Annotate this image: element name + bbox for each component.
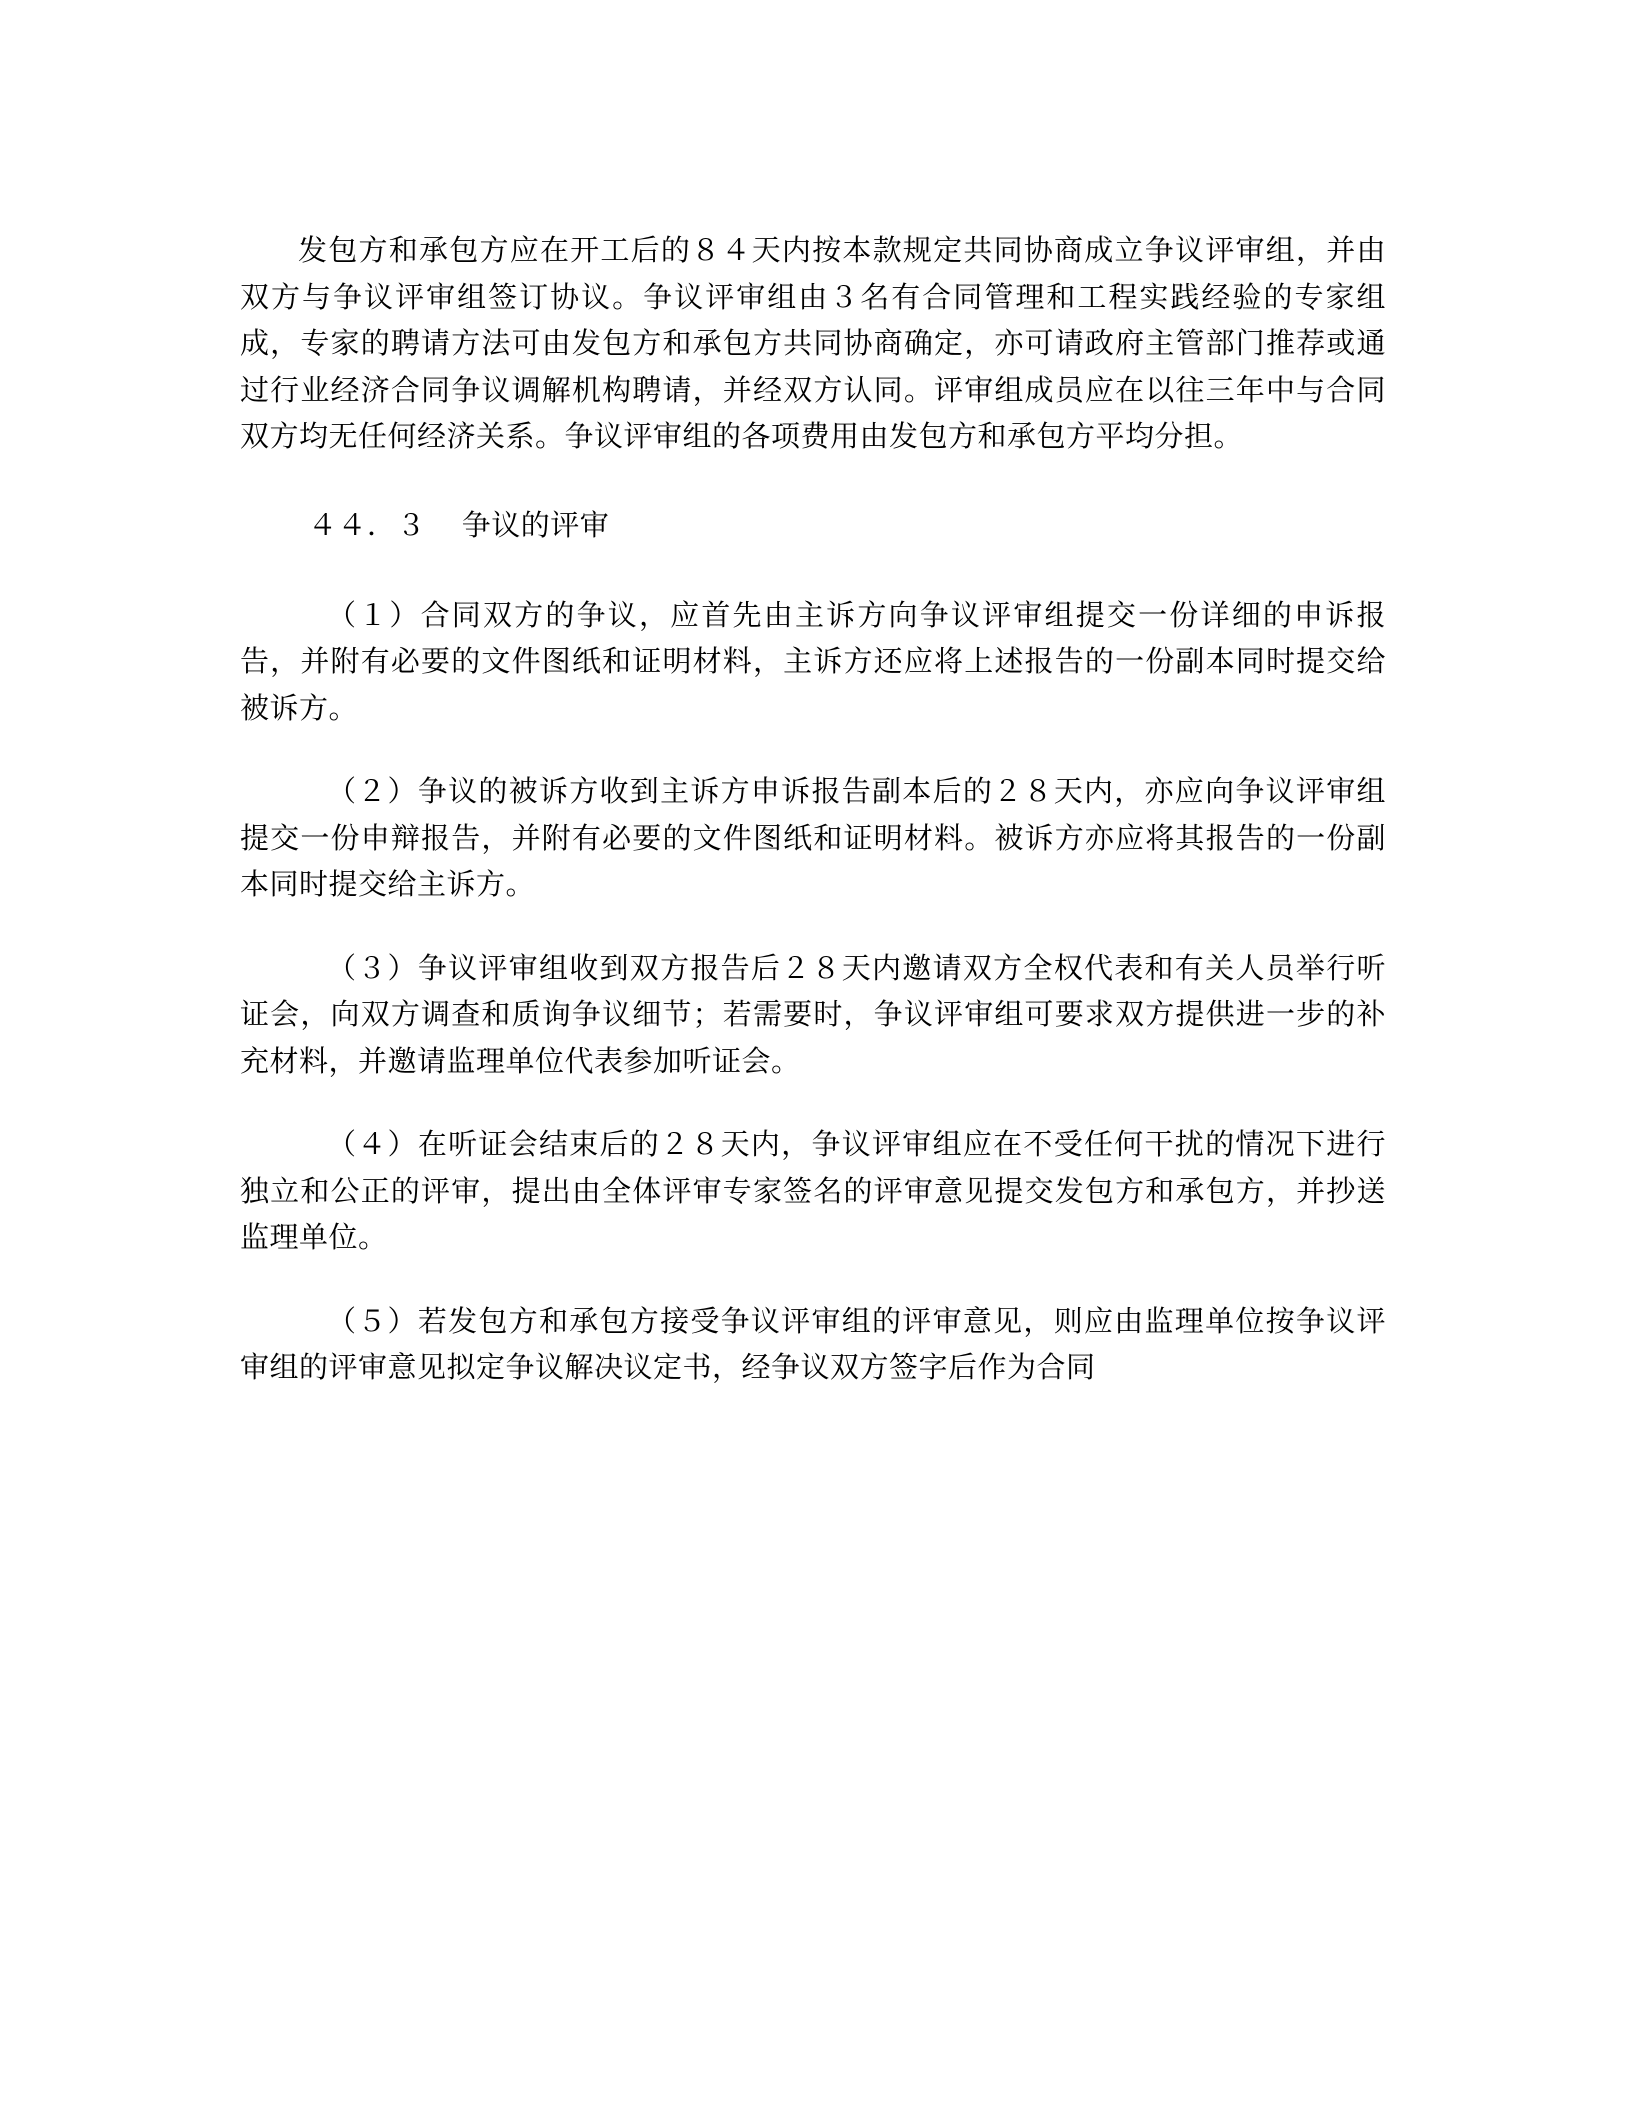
intro-paragraph: 发包方和承包方应在开工后的８４天内按本款规定共同协商成立争议评审组，并由双方与争议评审组签订协议。争议评审组由３名有合同管理和工程实践经验的专家组成，专家的聘请方法可由发包方和承包方共同协商确定，亦可请政府主管部门推荐或通过行业经济合同争议调解机构聘请，并经双方认同。评审组成员应在以往三年中与合同双方均无任何经济关系。争议评审组的各项费用由发包方和承包方平均分担。 <box>240 233 1386 453</box>
section-number: ４４．３ <box>308 507 427 542</box>
clause-item-1: （１）合同双方的争议，应首先由主诉方向争议评审组提交一份详细的申诉报告，并附有必要的文件图纸和证明材料，主诉方还应将上述报告的一份副本同时提交给被诉方。 <box>240 597 1386 725</box>
section-heading <box>240 502 1386 548</box>
document-page <box>240 227 1386 1391</box>
clause-item-5: （５）若发包方和承包方接受争议评审组的评审意见，则应由监理单位按争议评审组的评审意见拟定争议解决议定书，经争议双方签字后作为合同 <box>240 1303 1386 1384</box>
clause-item-4: （４）在听证会结束后的２８天内，争议评审组应在不受任何干扰的情况下进行独立和公正的评审，提出由全体评审专家签名的评审意见提交发包方和承包方，并抄送监理单位。 <box>240 1127 1386 1254</box>
section-title: 争议的评审 <box>461 507 610 542</box>
clause-item-3: （３）争议评审组收到双方报告后２８天内邀请双方全权代表和有关人员举行听证会，向双方调查和质询争议细节；若需要时，争议评审组可要求双方提供进一步的补充材料，并邀请监理单位代表参加听证会。 <box>240 950 1386 1078</box>
clause-item-2: （２）争议的被诉方收到主诉方申诉报告副本后的２８天内，亦应向争议评审组提交一份申辩报告，并附有必要的文件图纸和证明材料。被诉方亦应将其报告的一份副本同时提交给主诉方。 <box>240 774 1386 901</box>
